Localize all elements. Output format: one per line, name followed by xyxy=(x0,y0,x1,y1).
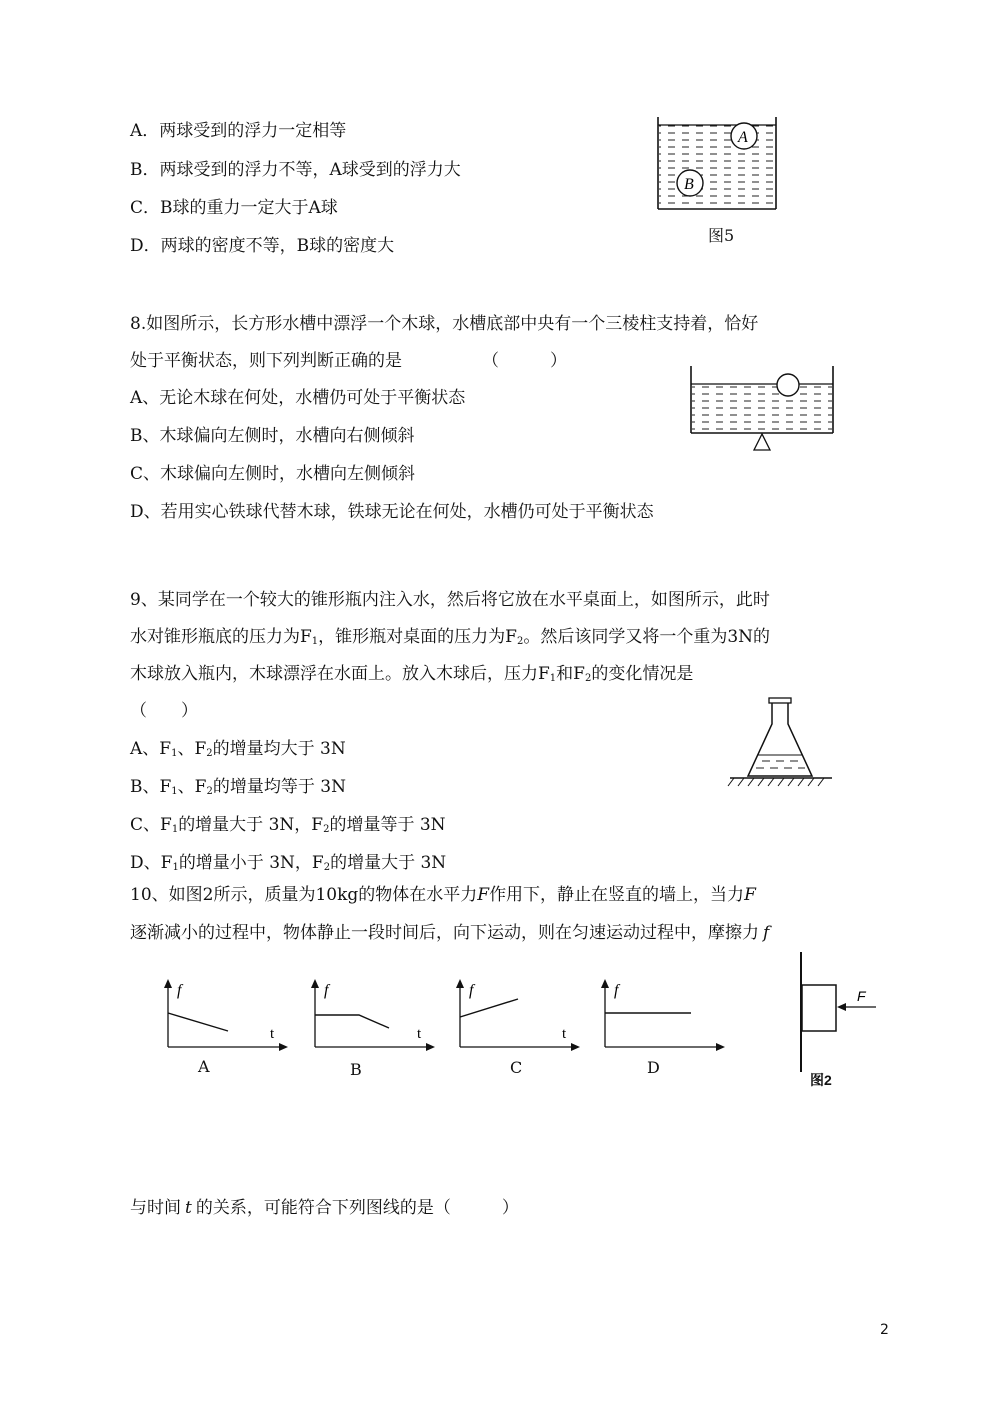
q9-option-d: D、$F_1$的增量小于 3N，$F_2$的增量大于 3N xyxy=(130,853,447,873)
ball-a-label: A xyxy=(738,129,748,146)
q8-stem-line-1: 8.如图所示，长方形水槽中漂浮一个木球，水槽底部中央有一个三棱柱支持着，恰好 xyxy=(130,314,759,334)
figure-2-block-on-wall xyxy=(790,950,885,1075)
q10-line-1: 10、如图2所示，质量为10kg的物体在水平力F作用下，静止在竖直的墙上，当力F xyxy=(130,885,756,905)
q9-line-2: 水对锥形瓶底的压力为$F_1$，锥形瓶对桌面的压力为$F_2$。然后该同学又将一个重为3N的 xyxy=(130,627,771,647)
svg-text:t: t xyxy=(417,1026,422,1042)
graph-c-label: C xyxy=(510,1058,523,1077)
wooden-ball xyxy=(777,374,799,396)
graph-d-label: D xyxy=(647,1058,660,1077)
svg-text:f: f xyxy=(469,982,474,999)
graph-b xyxy=(295,975,440,1060)
q9-option-b: B、$F_1$、$F_2$的增量均等于 3N xyxy=(130,777,346,797)
svg-text:f: f xyxy=(614,982,619,999)
ball-b-label: B xyxy=(684,176,694,193)
q8-stem-line-2: 处于平衡状态，则下列判断正确的是 （ ） xyxy=(130,351,567,371)
svg-text:f: f xyxy=(324,982,329,999)
water-tank-diagram xyxy=(686,362,846,454)
q10-line-2: 逐渐减小的过程中，物体静止一段时间后，向下运动，则在匀速运动过程中，摩擦力 f xyxy=(130,923,770,943)
q9-answer-paren: （ ） xyxy=(130,701,198,721)
graph-c xyxy=(440,975,585,1060)
q10-line-3: 与时间 t 的关系，可能符合下列图线的是（ ） xyxy=(130,1198,519,1218)
svg-text:t: t xyxy=(562,1026,567,1042)
graph-a xyxy=(148,975,293,1060)
block xyxy=(802,985,836,1031)
graph-b-label: B xyxy=(350,1060,362,1079)
q8-answer-paren: （ ） xyxy=(482,351,567,371)
q7-option-c: C．B球的重力一定大于A球 xyxy=(130,198,338,218)
q9-option-c: C、$F_1$的增量大于 3N，$F_2$的增量等于 3N xyxy=(130,815,446,835)
figure-2-caption: 图2 xyxy=(810,1072,832,1088)
q9-option-a: A、$F_1$、$F_2$的增量均大于 3N xyxy=(130,739,346,759)
q7-option-b: B．两球受到的浮力不等，A球受到的浮力大 xyxy=(130,160,461,180)
q8-option-a: A、无论木球在何处，水槽仍可处于平衡状态 xyxy=(130,388,466,408)
force-label: F xyxy=(857,988,866,1004)
figure-5-container-diagram xyxy=(652,115,782,215)
q8-option-d: D、若用实心铁球代替木球，铁球无论在何处，水槽仍可处于平衡状态 xyxy=(130,502,654,522)
q8-option-c: C、木球偏向左侧时，水槽向左侧倾斜 xyxy=(130,464,416,484)
q9-line-3: 木球放入瓶内，木球漂浮在水面上。放入木球后，压力$F_1$和$F_2$的变化情况是 xyxy=(130,664,694,684)
q8-option-b: B、木球偏向左侧时，水槽向右侧倾斜 xyxy=(130,426,415,446)
q7-option-a: A．两球受到的浮力一定相等 xyxy=(130,121,347,141)
q9-line-1: 9、某同学在一个较大的锥形瓶内注入水，然后将它放在水平桌面上，如图所示，此时 xyxy=(130,590,770,610)
svg-text:t: t xyxy=(270,1026,275,1042)
graph-a-label: A xyxy=(198,1057,210,1076)
figure-5-caption: 图5 xyxy=(708,226,735,245)
graph-d xyxy=(585,975,730,1060)
svg-text:f: f xyxy=(177,982,182,999)
page-number: 2 xyxy=(880,1322,889,1338)
conical-flask-diagram xyxy=(726,694,836,794)
q7-option-d: D．两球的密度不等，B球的密度大 xyxy=(130,236,395,256)
triangular-prism-support xyxy=(754,434,770,450)
